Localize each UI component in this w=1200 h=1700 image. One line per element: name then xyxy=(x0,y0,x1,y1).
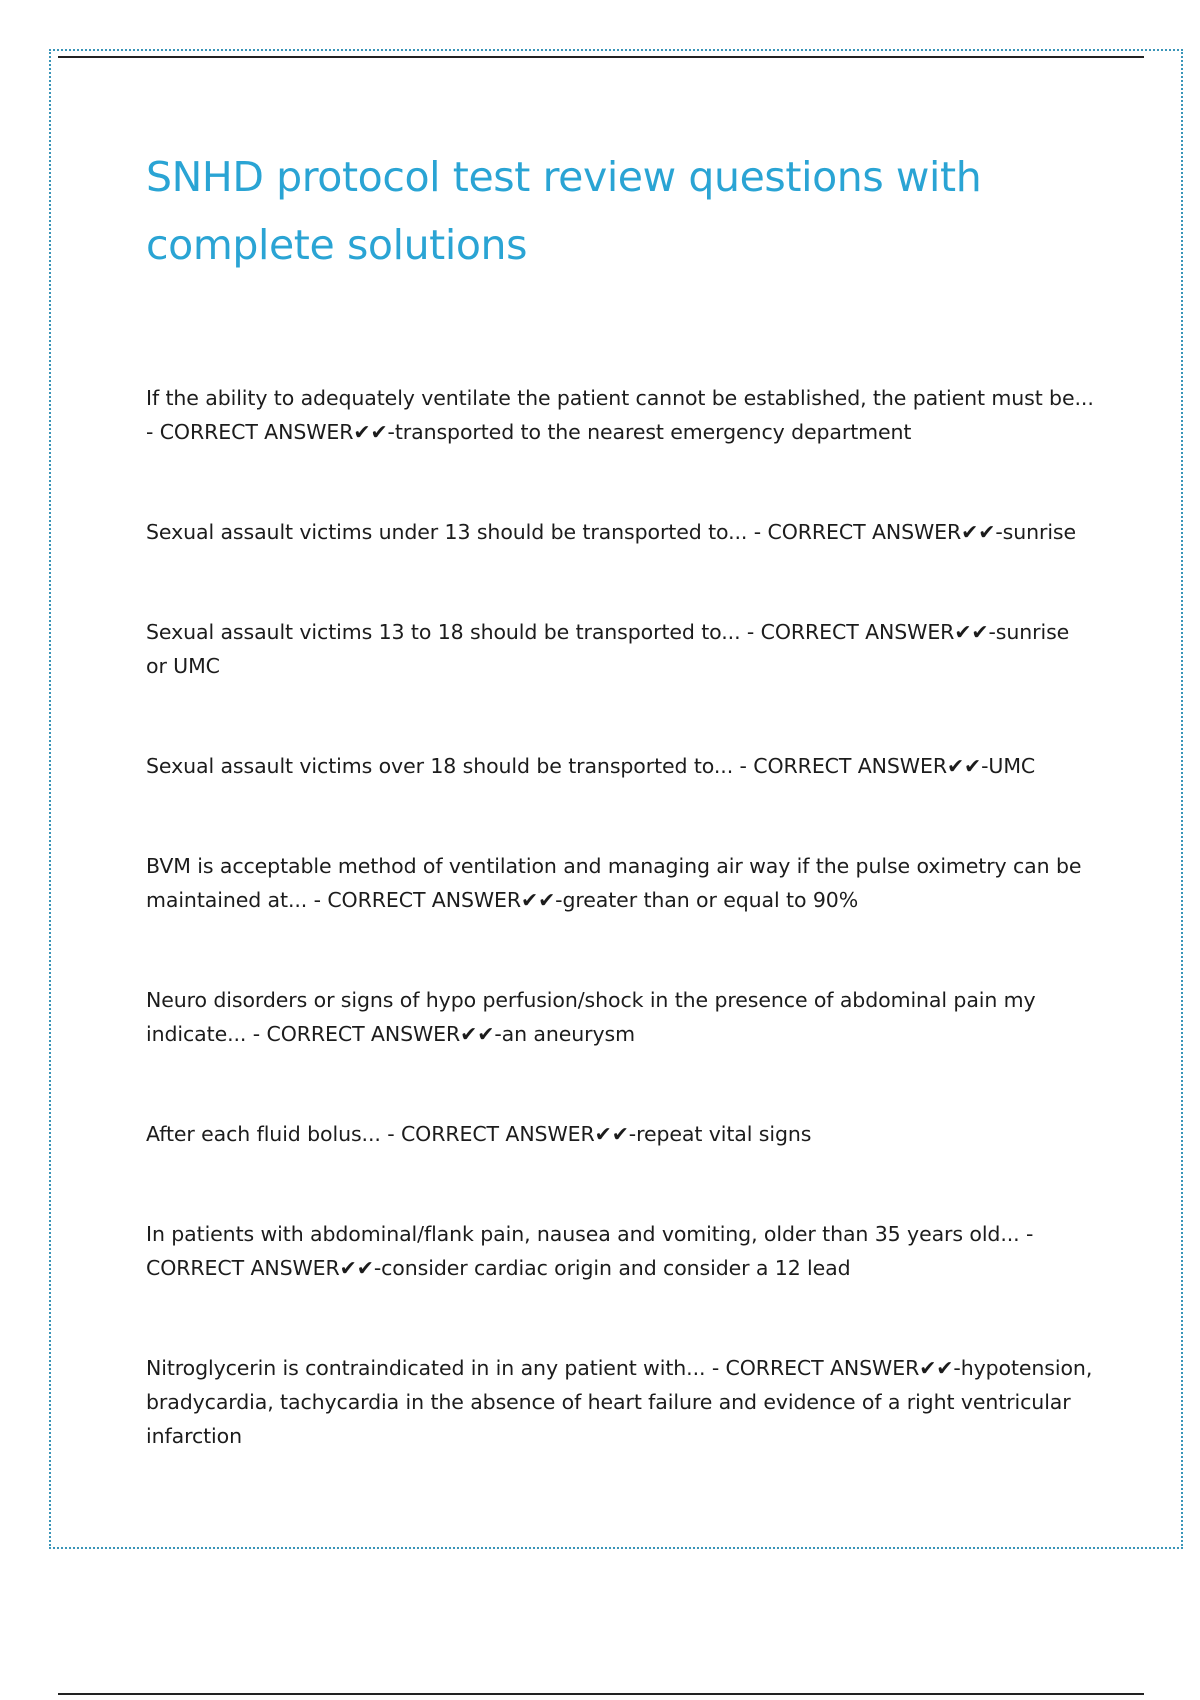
separator: - xyxy=(307,888,328,912)
answer-text: transported to the nearest emergency department xyxy=(394,420,912,444)
separator: - xyxy=(740,620,761,644)
qa-item-7 xyxy=(146,1117,1096,1151)
answer-text: consider cardiac origin and consider a 12 lead xyxy=(381,1256,851,1280)
qa-item-6 xyxy=(146,983,1096,1051)
separator: - xyxy=(246,1022,267,1046)
qa-item-4 xyxy=(146,749,1096,783)
qa-item-9 xyxy=(146,1351,1096,1453)
answer-text: an aneurysm xyxy=(501,1022,635,1046)
qa-item-2 xyxy=(146,515,1096,549)
answer-marker: CORRECT ANSWER✔✔- xyxy=(725,1356,961,1380)
answer-marker: CORRECT ANSWER✔✔- xyxy=(760,620,996,644)
answer-text: UMC xyxy=(988,754,1036,778)
question-text: Sexual assault victims 13 to 18 should be transported to... xyxy=(146,620,741,644)
answer-marker: CORRECT ANSWER✔✔- xyxy=(159,420,395,444)
answer-marker: CORRECT ANSWER✔✔- xyxy=(266,1022,502,1046)
separator: - xyxy=(380,1122,401,1146)
question-text: Neuro disorders or signs of hypo perfusion/shock in the presence of abdominal pain my indicate... xyxy=(146,988,1036,1046)
qa-item-3 xyxy=(146,615,1096,683)
qa-item-1 xyxy=(146,381,1096,449)
answer-marker: CORRECT ANSWER✔✔- xyxy=(753,754,989,778)
footer-rule xyxy=(58,1693,1144,1695)
question-text: Sexual assault victims under 13 should be transported to... xyxy=(146,520,748,544)
separator: - xyxy=(146,420,160,444)
answer-marker: CORRECT ANSWER✔✔- xyxy=(767,520,1003,544)
question-text: BVM is acceptable method of ventilation and managing air way if the pulse oximetry can be maintained at... xyxy=(146,854,1082,912)
question-list xyxy=(146,381,1096,1519)
answer-marker: CORRECT ANSWER✔✔- xyxy=(146,1256,382,1280)
qa-item-8 xyxy=(146,1217,1096,1285)
separator: - xyxy=(705,1356,726,1380)
answer-text: greater than or equal to 90% xyxy=(562,888,859,912)
answer-marker: CORRECT ANSWER✔✔- xyxy=(327,888,563,912)
document-title: SNHD protocol test review questions with complete solutions xyxy=(146,153,982,269)
qa-item-5 xyxy=(146,849,1096,917)
question-text: After each fluid bolus... xyxy=(146,1122,381,1146)
separator: - xyxy=(733,754,754,778)
answer-text: sunrise or UMC xyxy=(146,620,1070,678)
answer-text: hypotension, bradycardia, tachycardia in the absence of heart failure and evidence of a right ventricular infarction xyxy=(146,1356,1093,1448)
question-text: Sexual assault victims over 18 should be transported to... xyxy=(146,754,734,778)
answer-text: repeat vital signs xyxy=(636,1122,812,1146)
separator: - xyxy=(747,520,768,544)
answer-marker: CORRECT ANSWER✔✔- xyxy=(400,1122,637,1146)
question-text: In patients with abdominal/flank pain, nausea and vomiting, older than 35 years old... xyxy=(146,1222,1020,1246)
question-text: If the ability to adequately ventilate the patient cannot be established, the patient must be... xyxy=(146,386,1094,410)
answer-text: sunrise xyxy=(1002,520,1077,544)
question-text: Nitroglycerin is contraindicated in in any patient with... xyxy=(146,1356,706,1380)
separator: - xyxy=(1019,1222,1034,1246)
